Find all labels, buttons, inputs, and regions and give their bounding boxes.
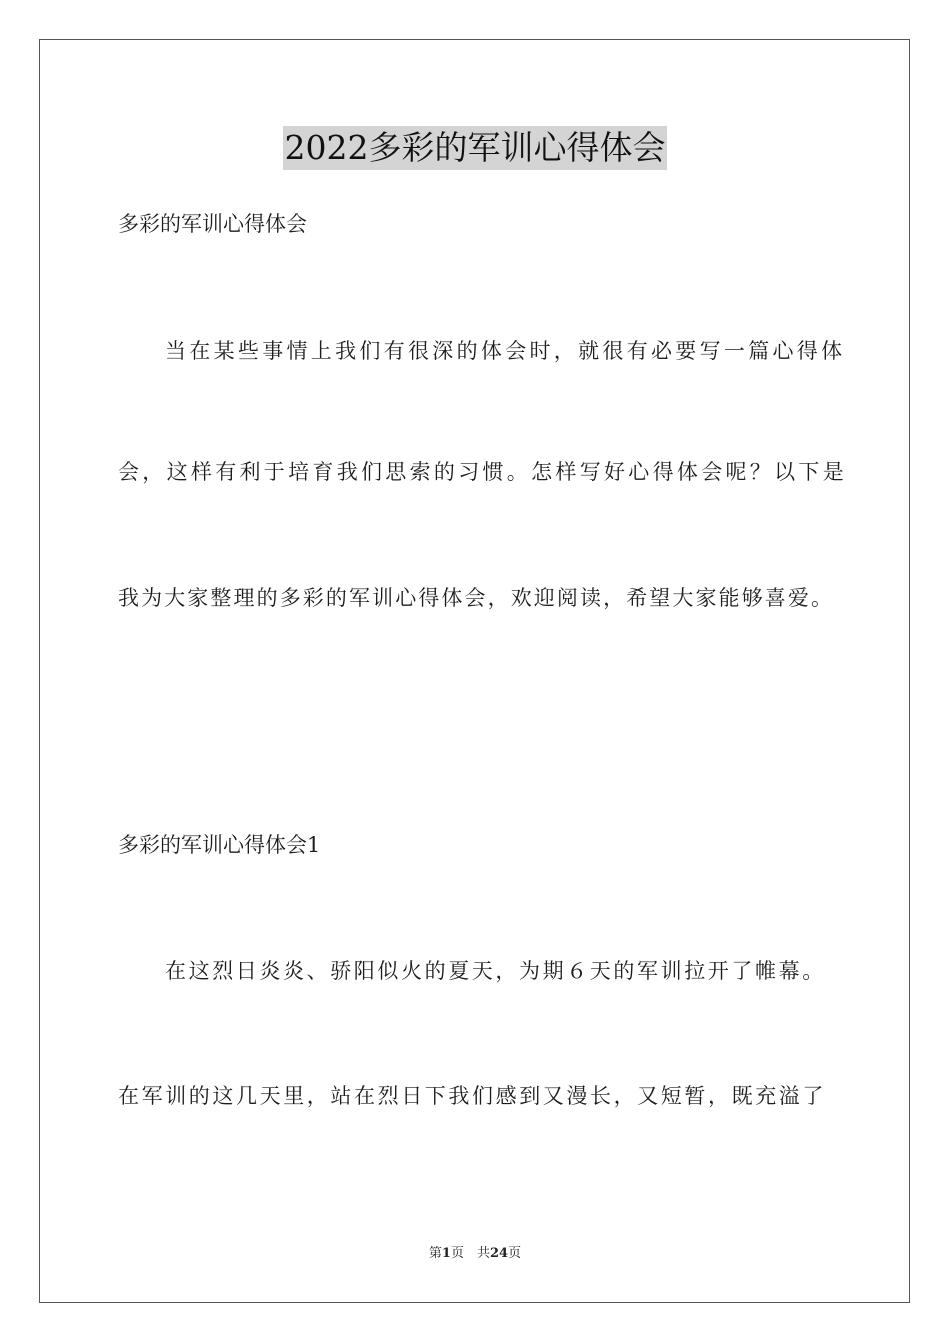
footer-suffix: 页 (508, 1246, 522, 1261)
footer-current-page: 1 (441, 1246, 451, 1261)
footer-middle: 页 共 (450, 1246, 490, 1261)
intro-paragraph-line: 会，这样有利于培育我们思索的习惯。怎样写好心得体会呢？以下是 (118, 460, 847, 484)
section-heading: 多彩的军训心得体会1 (118, 833, 321, 857)
document-title: 2022多彩的军训心得体会 (283, 126, 668, 170)
page-footer (0, 1245, 950, 1263)
section-paragraph-line: 在军训的这几天里，站在烈日下我们感到又漫长，又短暂，既充溢了 (118, 1084, 826, 1108)
footer-total-pages: 24 (489, 1246, 509, 1261)
title-container (0, 126, 950, 170)
intro-paragraph-line: 我为大家整理的多彩的军训心得体会，欢迎阅读，希望大家能够喜爱。 (118, 586, 835, 610)
intro-paragraph-line: 当在某些事情上我们有很深的体会时，就很有必要写一篇心得体 (165, 339, 846, 363)
footer-prefix: 第 (428, 1246, 442, 1261)
section-paragraph-line: 在这烈日炎炎、骄阳似火的夏天，为期６天的军训拉开了帷幕。 (165, 959, 826, 983)
document-subtitle: 多彩的军训心得体会 (118, 212, 307, 236)
